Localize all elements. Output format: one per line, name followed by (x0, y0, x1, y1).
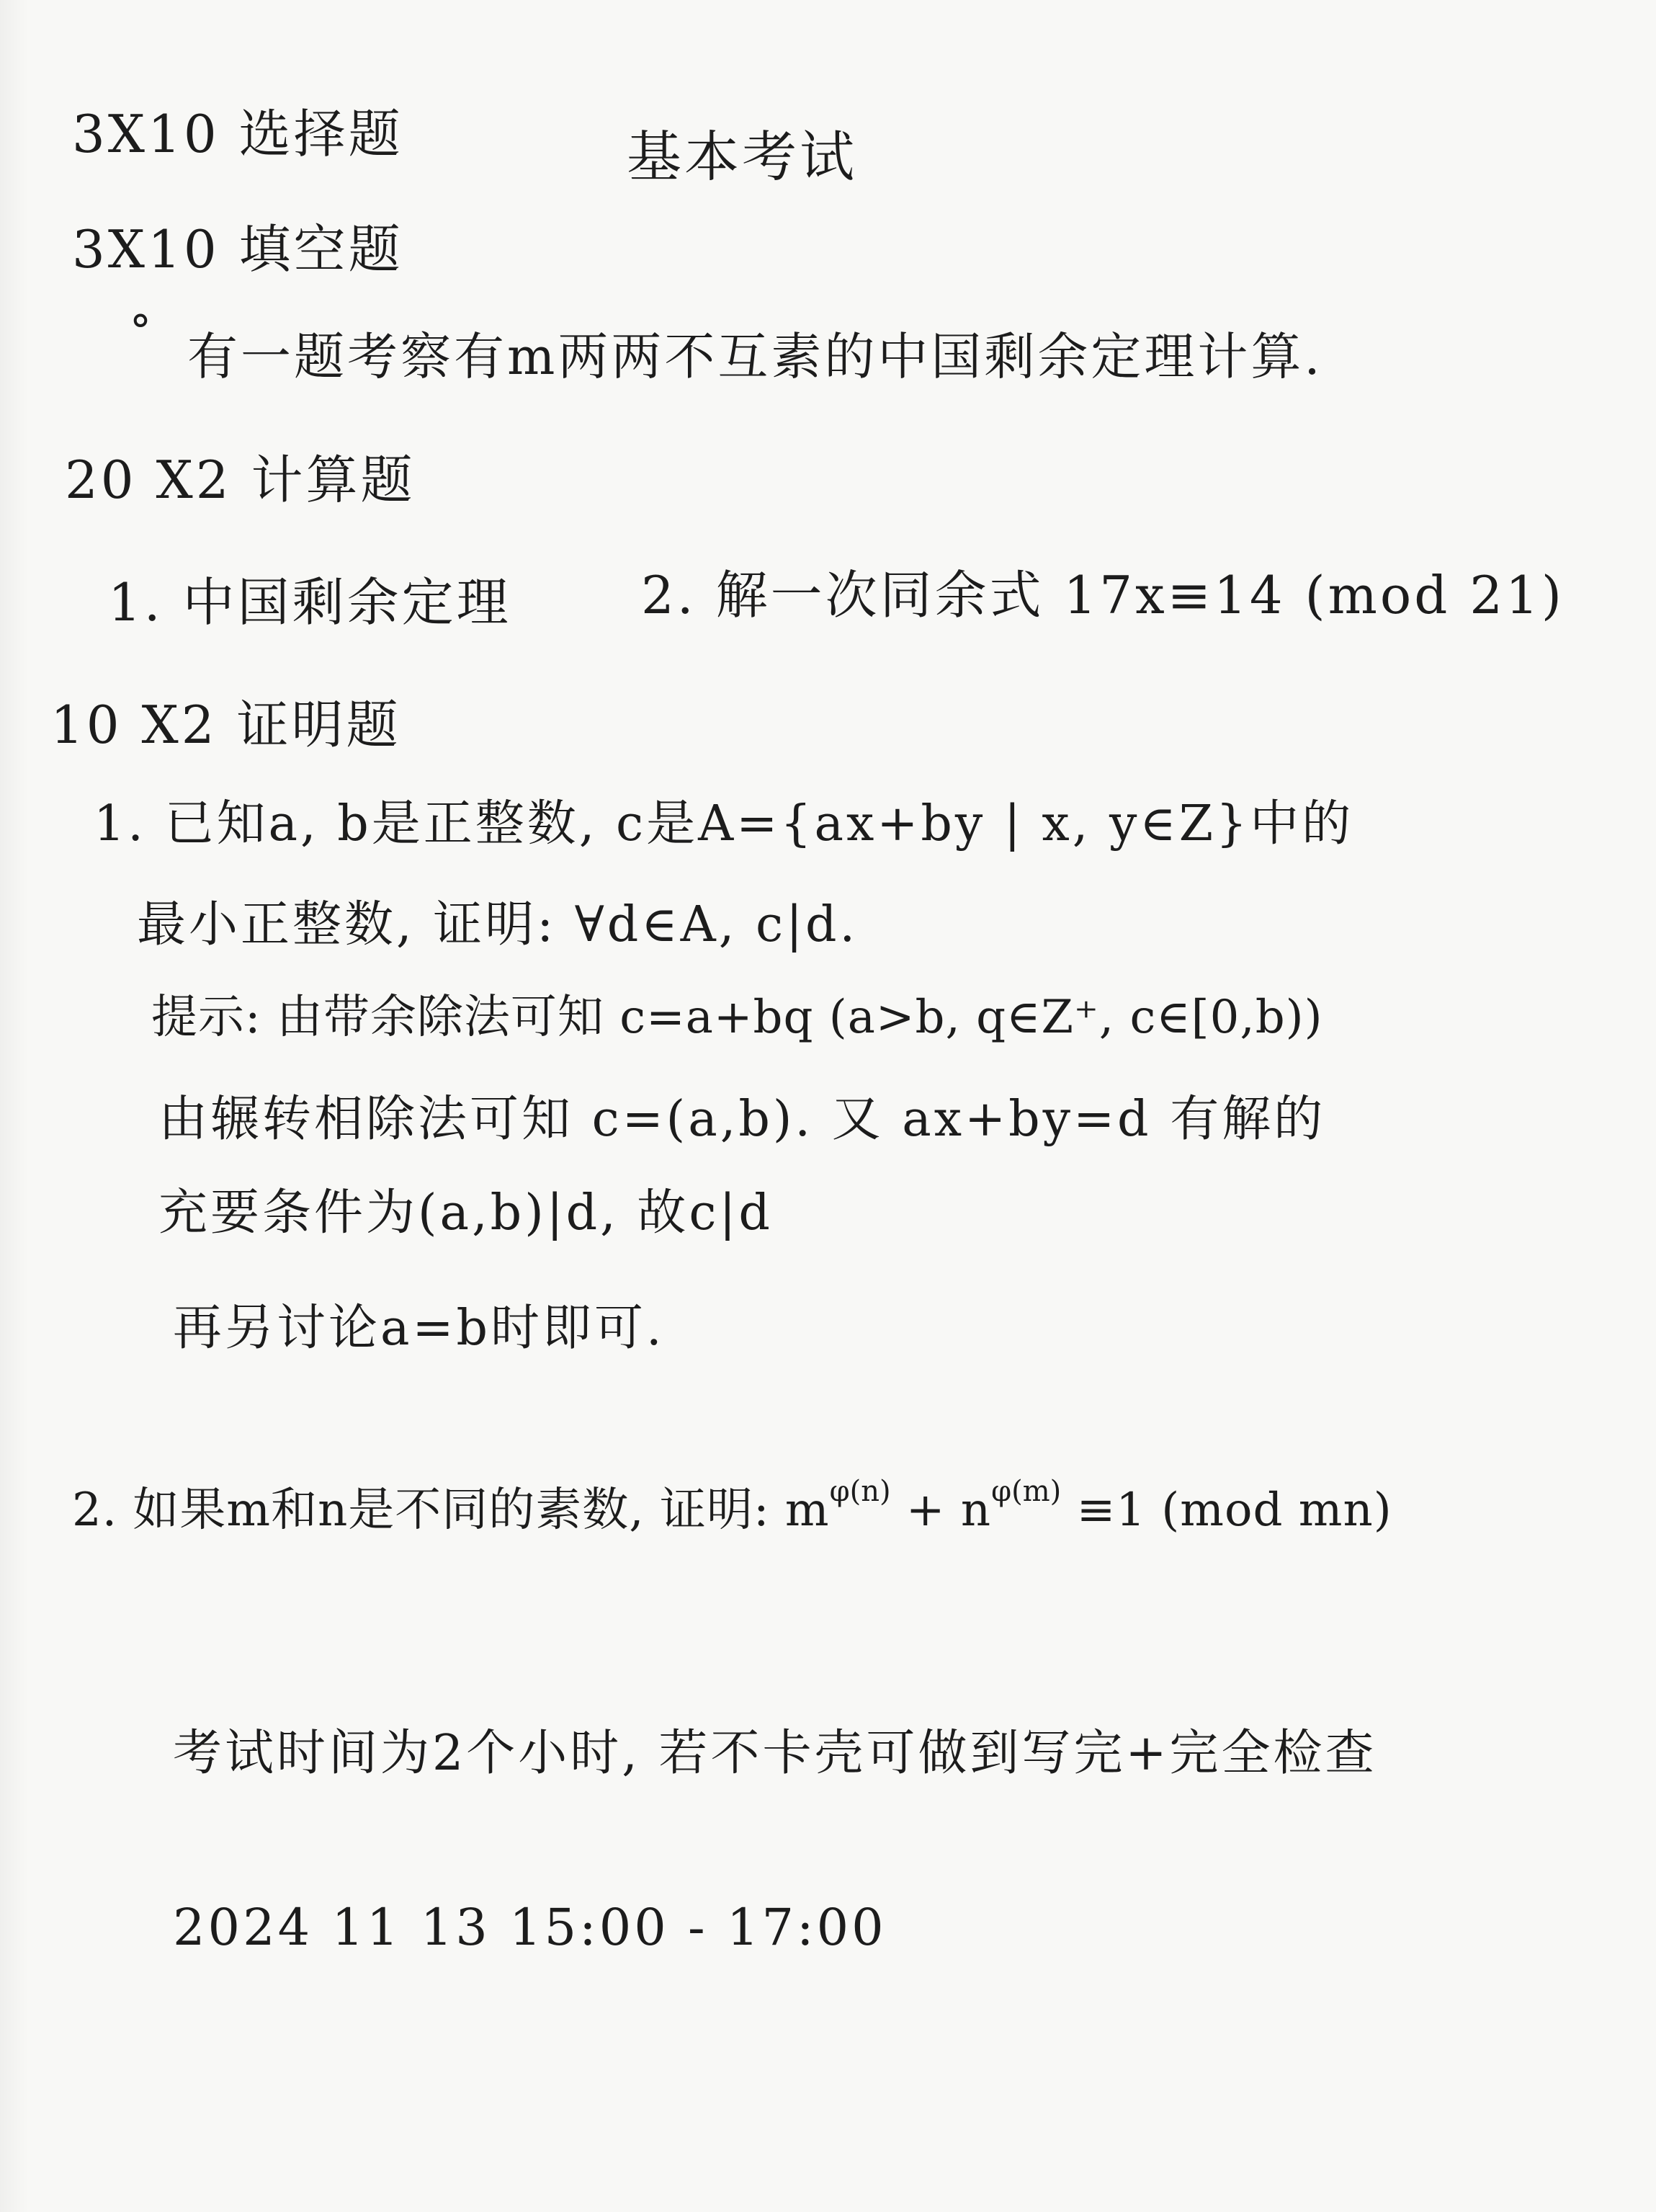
fill-section-label: 3X10 填空题 (72, 219, 403, 280)
proof-q2-congruence: ≡1 (mod mn) (1061, 1484, 1392, 1537)
proof-hint-line-4: 再另讨论a=b时即可. (173, 1300, 665, 1357)
proof-q1-line-1: 1. 已知a, b是正整数, c是A={ax+by | x, y∈Z}中的 (94, 795, 1354, 852)
proof-q2-text: 2. 如果m和n是不同的素数, 证明: m (72, 1484, 830, 1537)
bullet-mark: ° (130, 306, 154, 357)
exam-datetime: 2024 11 13 15:00 - 17:00 (173, 1898, 887, 1957)
page-title: 基本考试 (627, 125, 857, 189)
phi-n-exponent: φ(n) (829, 1475, 891, 1508)
proof-q2-plus-n: + n (890, 1484, 992, 1537)
proof-q1-line-2: 最小正整数, 证明: ∀d∈A, c|d. (137, 896, 859, 953)
choice-section-label: 3X10 选择题 (72, 104, 403, 164)
exam-time-note: 考试时间为2个小时, 若不卡壳可做到写完+完全检查 (173, 1725, 1377, 1782)
proof-q2-line (72, 1475, 1392, 1537)
proof-hint-line-1: 提示: 由带余除法可知 c=a+bq (a>b, q∈Z⁺, c∈[0,b)) (151, 991, 1323, 1044)
calc-item-2: 2. 解一次同余式 17x≡14 (mod 21) (641, 565, 1565, 625)
proof-section-label: 10 X2 证明题 (50, 695, 401, 755)
fill-section-note: 有一题考察有m两两不互素的中国剩余定理计算. (187, 327, 1323, 386)
proof-hint-line-3: 充要条件为(a,b)|d, 故c|d (158, 1185, 773, 1241)
phi-m-exponent: φ(m) (991, 1475, 1062, 1508)
calc-item-1: 1. 中国剩余定理 (108, 572, 511, 633)
proof-hint-line-2: 由辗转相除法可知 c=(a,b). 又 ax+by=d 有解的 (158, 1091, 1326, 1148)
calc-section-label: 20 X2 计算题 (65, 450, 416, 510)
